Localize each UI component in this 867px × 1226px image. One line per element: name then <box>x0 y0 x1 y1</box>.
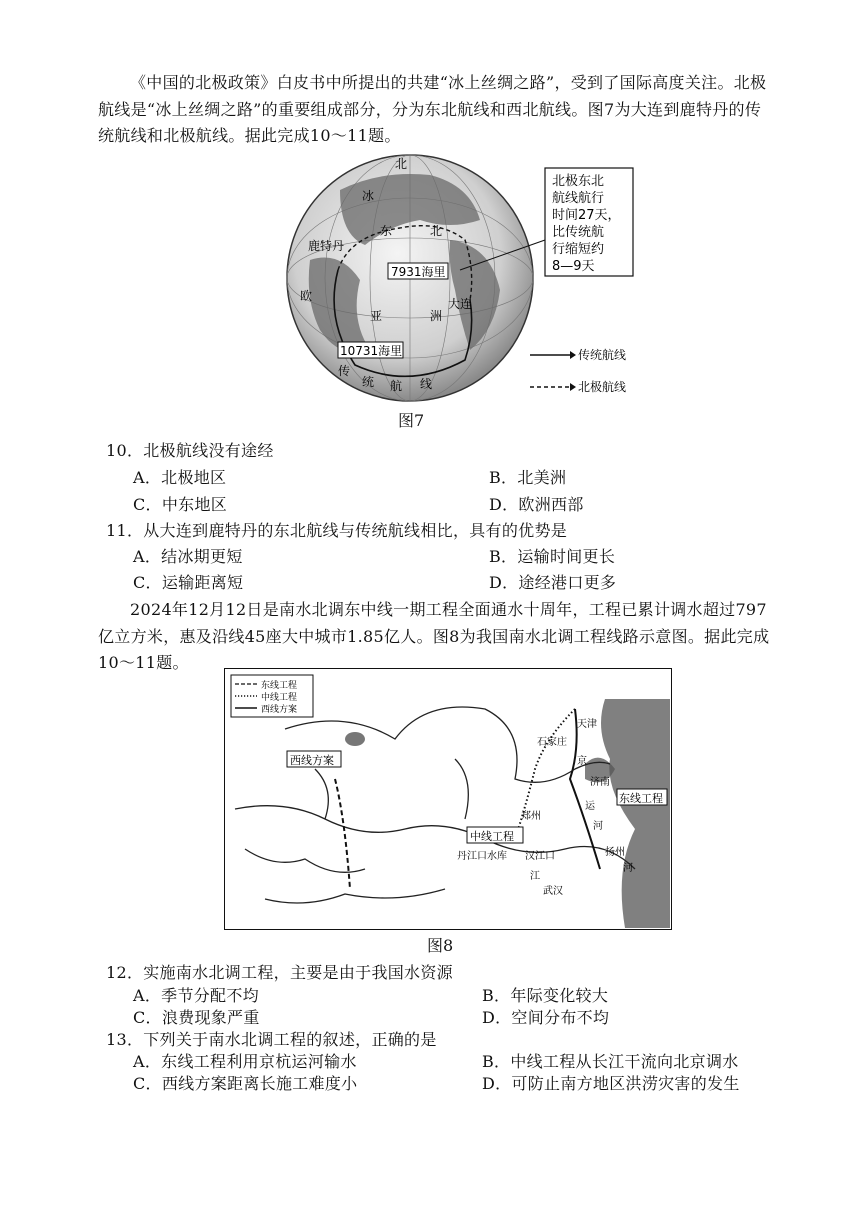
label-europe: 欧 <box>300 289 313 303</box>
label-wuhan: 武汉 <box>543 886 563 897</box>
question-12-stem: 12．实施南水北调工程，主要是由于我国水资源 <box>106 963 453 982</box>
q10-option-a: A．北极地区 <box>133 468 227 487</box>
label-trad-1: 传 <box>338 364 351 378</box>
label-jiang: 江 <box>530 871 540 882</box>
note-line-5: 行缩短约 <box>552 242 605 257</box>
q10-option-b: B．北美洲 <box>489 468 567 487</box>
q13-option-d: D．可防止南方地区洪涝灾害的发生 <box>482 1074 740 1093</box>
note-line-1: 北极东北 <box>552 174 605 189</box>
legend-west: 西线方案 <box>261 705 298 715</box>
label-rotterdam: 鹿特丹 <box>308 239 345 253</box>
label-yangzhou: 扬州 <box>605 847 625 858</box>
label-hanjiang: 汉江口 <box>525 851 555 862</box>
label-he: 河 <box>623 863 633 874</box>
note-line-3: 时间27天， <box>552 208 621 223</box>
water-map-svg <box>225 669 670 928</box>
question-10-stem: 10．北极航线没有途经 <box>106 441 274 460</box>
label-zhengzhou: 郑州 <box>521 811 541 822</box>
q12-option-c: C．浪费现象严重 <box>133 1008 260 1027</box>
label-trad-4: 线 <box>420 377 433 391</box>
label-west-route: 西线方案 <box>290 754 334 767</box>
label-north2: 北 <box>430 224 443 238</box>
q13-option-b: B．中线工程从长江干流向北京调水 <box>482 1052 739 1071</box>
label-ocean: 冰 <box>362 189 375 203</box>
question-13-stem: 13．下列关于南水北调工程的叙述，正确的是 <box>106 1030 437 1049</box>
label-shijiazhuang: 石家庄 <box>537 737 567 748</box>
q13-option-c: C．西线方案距离长施工难度小 <box>133 1074 358 1093</box>
q10-option-d: D．欧洲西部 <box>489 495 584 514</box>
label-asia-1: 亚 <box>370 309 383 323</box>
label-east: 东 <box>380 224 393 238</box>
label-trad-3: 航 <box>390 379 403 393</box>
label-yun: 运 <box>585 801 595 812</box>
lake <box>345 732 365 746</box>
figure-7-caption: 图7 <box>398 411 425 430</box>
note-line-4: 比传统航 <box>552 225 605 240</box>
label-jinan: 济南 <box>590 777 610 788</box>
figure-7-globe-map <box>280 150 660 410</box>
legend-traditional-label: 传统航线 <box>578 348 627 362</box>
q12-option-d: D．空间分布不均 <box>482 1008 610 1027</box>
label-middle-route: 中线工程 <box>470 830 514 843</box>
question-11-stem: 11．从大连到鹿特丹的东北航线与传统航线相比，具有的优势是 <box>106 521 568 540</box>
q13-option-a: A．东线工程利用京杭运河输水 <box>133 1052 357 1071</box>
label-jing: 京 <box>577 756 587 767</box>
figure-8-caption: 图8 <box>427 936 454 955</box>
label-east-route: 东线工程 <box>619 792 663 805</box>
q11-option-b: B．运输时间更长 <box>489 547 616 566</box>
label-danjiangkou: 丹江口水库 <box>457 851 507 862</box>
figure-8-water-map <box>224 668 672 930</box>
label-trad-2: 统 <box>362 375 375 389</box>
label-canal-he: 河 <box>593 821 603 832</box>
intro-paragraph-arctic: 《中国的北极政策》白皮书中所提出的共建“冰上丝绸之路”，受到了国际高度关注。北极航线是“冰上丝绸之路”的重要组成部分，分为东北航线和西北航线。图7为大连到鹿特丹的传统航线和北极航线。据此完成10～11题。 <box>98 73 767 145</box>
legend-arctic-label: 北极航线 <box>578 380 627 394</box>
label-north: 北 <box>395 157 408 171</box>
label-tianjin: 天津 <box>577 719 597 730</box>
legend-east: 东线工程 <box>261 681 298 691</box>
legend-middle: 中线工程 <box>261 693 298 703</box>
note-line-6: 8—9天 <box>552 259 595 274</box>
q12-option-b: B．年际变化较大 <box>482 986 609 1005</box>
q12-option-a: A．季节分配不均 <box>133 986 259 1005</box>
traditional-distance-label: 10731海里 <box>340 344 403 358</box>
note-line-2: 航线航行 <box>552 191 605 206</box>
globe-svg <box>280 150 660 410</box>
arctic-distance-label: 7931海里 <box>391 265 446 279</box>
q11-option-c: C．运输距离短 <box>133 573 244 592</box>
q11-option-d: D．途经港口更多 <box>489 573 617 592</box>
intro-paragraph-water: 2024年12月12日是南水北调东中线一期工程全面通水十周年，工程已累计调水超过797亿立方米，惠及沿线45座大中城市1.85亿人。图8为我国南水北调工程线路示意图。据此完成10～11题。 <box>98 600 770 672</box>
label-dalian: 大连 <box>448 297 473 311</box>
q11-option-a: A．结冰期更短 <box>133 547 243 566</box>
q10-option-c: C．中东地区 <box>133 495 228 514</box>
label-asia-2: 洲 <box>430 309 443 323</box>
